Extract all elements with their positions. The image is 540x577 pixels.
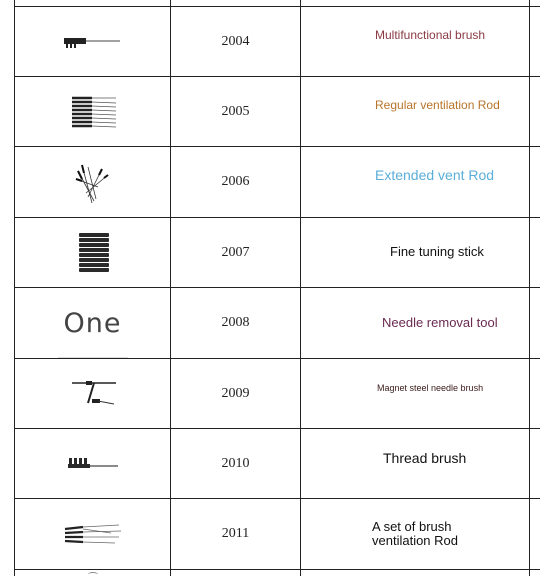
column-divider xyxy=(529,0,530,576)
product-name xyxy=(301,288,502,358)
product-name-text: A set of brush ventilation Rod xyxy=(372,518,458,548)
row-divider xyxy=(14,569,540,570)
product-image-cell xyxy=(15,77,170,146)
product-code: 2004 xyxy=(221,33,250,49)
product-image-cell xyxy=(15,7,170,76)
product-name-text: Multifunctional brush xyxy=(375,28,486,43)
product-image-cell xyxy=(15,359,170,428)
product-code: 2005 xyxy=(221,103,250,119)
product-name-text: Magnet steel needle brush xyxy=(377,383,484,394)
product-name xyxy=(301,429,529,489)
thread-brush-icon xyxy=(58,454,128,474)
product-code: 2007 xyxy=(221,244,250,260)
product-image-cell xyxy=(15,147,170,217)
product-name xyxy=(301,77,529,135)
product-image-text: One xyxy=(63,307,122,339)
product-name-text: Regular ventilation Rod xyxy=(375,98,500,113)
product-code: 2010 xyxy=(221,455,250,471)
product-name-text: Fine tuning stick xyxy=(390,244,484,260)
product-name-text: Extended vent Rod xyxy=(375,167,495,184)
product-image-cell xyxy=(15,288,170,358)
product-code: 2006 xyxy=(221,174,250,189)
partial-row-icon xyxy=(88,572,98,577)
product-code: 2011 xyxy=(221,526,250,541)
magnet-needle-brush-icon xyxy=(58,377,128,411)
product-image-cell xyxy=(15,218,170,287)
product-code: 2008 xyxy=(221,315,250,330)
product-name xyxy=(301,218,500,287)
multifunctional-brush-icon xyxy=(58,32,128,52)
extended-vent-rod-icon xyxy=(58,157,128,207)
image-underline xyxy=(58,357,128,358)
product-name-text: Thread brush xyxy=(383,450,467,467)
product-name xyxy=(301,359,529,419)
regular-ventilation-rod-icon xyxy=(58,92,128,132)
product-name xyxy=(301,7,529,65)
product-code: 2009 xyxy=(221,385,250,401)
product-name xyxy=(301,147,529,205)
product-name xyxy=(301,499,492,569)
product-name-text: Needle removal tool xyxy=(382,314,498,330)
brush-set-icon xyxy=(53,519,133,549)
product-image-cell xyxy=(15,499,170,569)
product-image-cell xyxy=(15,429,170,498)
fine-tuning-stick-icon xyxy=(58,231,128,275)
